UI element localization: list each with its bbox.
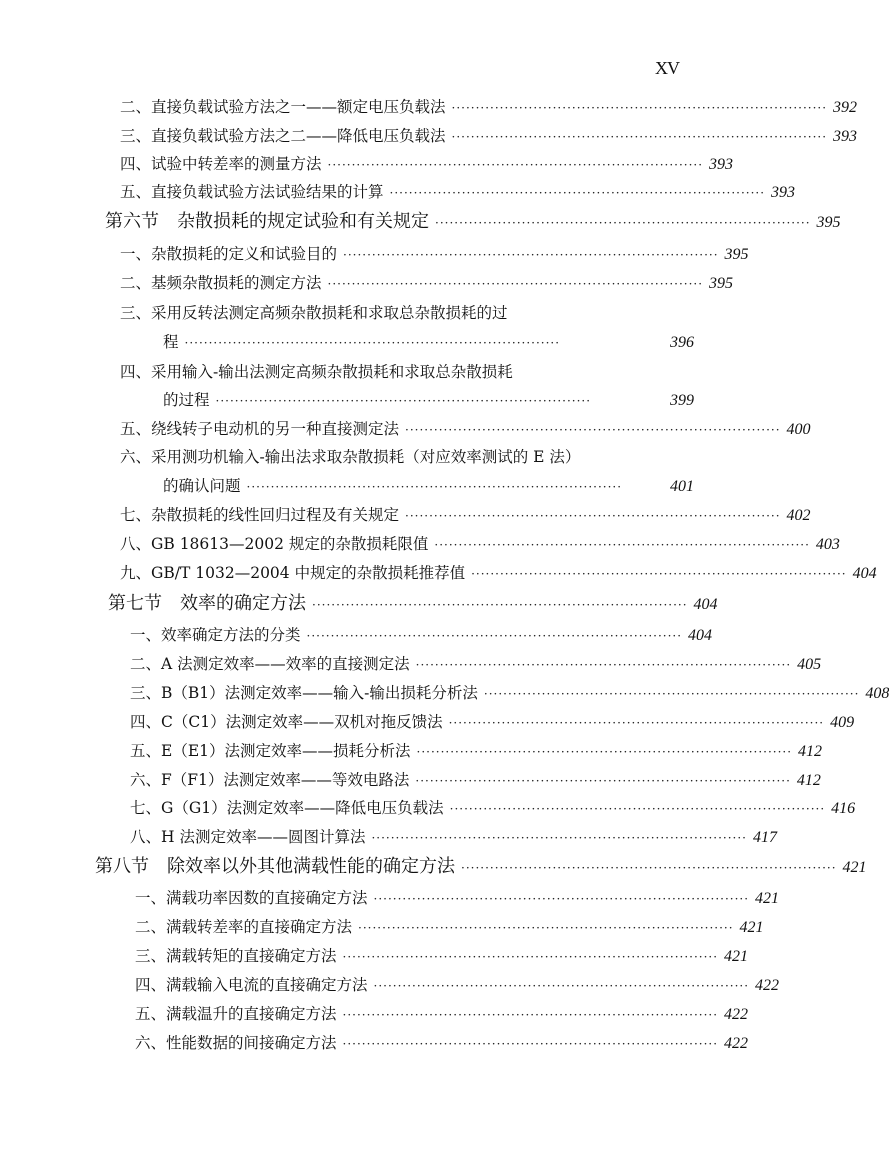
toc-entry[interactable] [130, 770, 821, 791]
toc-section-title: 第八节 除效率以外其他满载性能的确定方法 [95, 856, 455, 877]
toc-entry-page: 416 [831, 800, 856, 817]
toc-entry[interactable] [135, 1033, 749, 1054]
toc-entry-title: 三、满载转矩的直接确定方法 [135, 947, 337, 965]
toc-entry-page: 404 [852, 565, 877, 582]
toc-leader-dots: ·············································································· [184, 336, 561, 350]
toc-entry-page: 393 [709, 156, 734, 173]
toc-entry-page: 422 [755, 977, 780, 994]
toc-leader-dots: ·············································································· [415, 774, 791, 788]
toc-entry[interactable] [163, 476, 694, 497]
toc-leader-dots: ·············································································· [389, 186, 766, 200]
toc-section-title: 第七节 效率的确定方法 [108, 593, 306, 614]
toc-entry-first-line[interactable]: 六、采用测功机输入-输出法求取杂散损耗（对应效率测试的 E 法） [120, 448, 581, 466]
toc-section-entry[interactable] [95, 856, 867, 878]
toc-entry-title: 九、GB/T 1032—2004 中规定的杂散损耗推荐值 [120, 564, 466, 582]
toc-leader-dots: ·············································································· [405, 509, 781, 523]
toc-leader-dots: ·············································································· [342, 950, 719, 964]
toc-leader-dots: ·············································································· [246, 480, 623, 494]
toc-entry-title: 八、H 法测定效率——圆图计算法 [130, 828, 366, 846]
toc-entry-title: 五、满载温升的直接确定方法 [135, 1005, 337, 1023]
toc-entry-page: 421 [755, 890, 780, 907]
toc-entry-title: 的过程 [163, 391, 210, 409]
toc-entry-page: 392 [833, 99, 858, 116]
toc-leader-dots: ·············································································· [215, 394, 592, 408]
toc-section-title: 第六节 杂散损耗的规定试验和有关规定 [105, 211, 429, 232]
toc-entry[interactable] [163, 332, 694, 353]
toc-leader-dots: ·············································································· [306, 629, 683, 643]
toc-leader-dots: ·············································································· [451, 101, 828, 115]
toc-leader-dots: ·············································································· [451, 130, 828, 144]
toc-entry-title: 六、F（F1）法测定效率——等效电路法 [130, 771, 410, 789]
toc-entry[interactable] [130, 798, 856, 819]
toc-entry-title: 一、杂散损耗的定义和试验目的 [120, 245, 338, 263]
toc-entry[interactable] [135, 946, 749, 967]
toc-entry-title: 程 [163, 333, 179, 351]
toc-leader-dots: ·············································································· [342, 1037, 719, 1051]
toc-entry-page: 395 [816, 214, 841, 231]
toc-entry-title: 的确认问题 [163, 477, 241, 495]
toc-entry-title: 三、B（B1）法测定效率——输入-输出损耗分析法 [130, 684, 478, 702]
toc-entry-page: 393 [833, 128, 858, 145]
toc-entry-title: 八、GB 18613—2002 规定的杂散损耗限值 [120, 535, 429, 553]
toc-leader-dots: ·············································································· [415, 658, 792, 672]
toc-leader-dots: ·············································································· [471, 567, 847, 581]
toc-entry[interactable] [135, 917, 764, 938]
toc-entry[interactable] [120, 505, 811, 526]
toc-leader-dots: ·············································································· [448, 716, 825, 730]
toc-entry[interactable] [120, 182, 796, 203]
toc-leader-dots: ·············································································· [371, 831, 747, 845]
toc-entry-page: 396 [670, 334, 694, 351]
toc-entry[interactable] [130, 827, 777, 848]
toc-leader-dots: ·············································································· [435, 216, 811, 230]
toc-entry[interactable] [120, 534, 840, 555]
toc-entry[interactable] [135, 975, 780, 996]
toc-entry[interactable] [120, 273, 734, 294]
toc-entry-page: 399 [670, 392, 694, 409]
toc-leader-dots: ·············································································· [405, 423, 781, 437]
toc-leader-dots: ·············································································· [449, 802, 826, 816]
toc-entry-title: 二、基频杂散损耗的测定方法 [120, 274, 322, 292]
toc-entry[interactable] [163, 390, 694, 411]
toc-leader-dots: ·············································································· [312, 598, 688, 612]
toc-entry-page: 417 [752, 829, 777, 846]
toc-leader-dots: ·············································································· [434, 538, 810, 552]
toc-entry[interactable] [135, 1004, 749, 1025]
toc-entry-page: 422 [724, 1006, 749, 1023]
toc-entry-title: 五、绕线转子电动机的另一种直接测定法 [120, 420, 400, 438]
toc-entry[interactable] [130, 625, 713, 646]
toc-leader-dots: ·············································································· [416, 745, 793, 759]
toc-entry-page: 421 [724, 948, 749, 965]
toc-entry-title: 七、G（G1）法测定效率——降低电压负载法 [130, 799, 444, 817]
toc-leader-dots: ·············································································· [461, 861, 837, 875]
toc-entry-title: 六、性能数据的间接确定方法 [135, 1034, 337, 1052]
toc-entry-title: 七、杂散损耗的线性回归过程及有关规定 [120, 506, 400, 524]
toc-entry-page: 408 [865, 685, 889, 702]
toc-entry-page: 421 [842, 859, 867, 876]
toc-leader-dots: ·············································································· [327, 158, 704, 172]
toc-entry[interactable] [120, 244, 749, 265]
toc-entry-page: 422 [724, 1035, 749, 1052]
toc-entry-title: 四、试验中转差率的测量方法 [120, 155, 322, 173]
toc-entry-title: 四、C（C1）法测定效率——双机对拖反馈法 [130, 713, 443, 731]
toc-entry[interactable] [130, 741, 823, 762]
toc-entry-page: 400 [786, 421, 811, 438]
toc-entry[interactable] [130, 654, 822, 675]
toc-entry-title: 一、满载功率因数的直接确定方法 [135, 889, 368, 907]
toc-entry-title: 二、满载转差率的直接确定方法 [135, 918, 353, 936]
toc-leader-dots: ·············································································· [327, 277, 704, 291]
toc-entry[interactable] [135, 888, 780, 909]
toc-entry-title: 二、A 法测定效率——效率的直接测定法 [130, 655, 410, 673]
toc-leader-dots: ·············································································· [358, 921, 734, 935]
toc-leader-dots: ·············································································· [343, 248, 719, 262]
toc-entry-page: 409 [830, 714, 855, 731]
toc-entry-first-line[interactable]: 三、采用反转法测定高频杂散损耗和求取总杂散损耗的过 [120, 304, 508, 322]
toc-entry-page: 393 [771, 184, 796, 201]
toc-entry[interactable] [130, 712, 855, 733]
toc-leader-dots: ·············································································· [342, 1008, 719, 1022]
page-number: XV [655, 58, 679, 78]
toc-entry[interactable] [130, 683, 889, 704]
toc-entry-page: 395 [724, 246, 749, 263]
toc-entry-first-line[interactable]: 四、采用输入-输出法测定高频杂散损耗和求取总杂散损耗 [120, 363, 513, 381]
toc-entry-page: 412 [798, 743, 823, 760]
toc-leader-dots: ·············································································· [483, 687, 860, 701]
toc-entry-title: 五、E（E1）法测定效率——损耗分析法 [130, 742, 411, 760]
toc-leader-dots: ·············································································· [373, 979, 750, 993]
toc-entry-page: 395 [709, 275, 734, 292]
toc-entry-title: 二、直接负载试验方法之一——额定电压负载法 [120, 98, 446, 116]
toc-entry-title: 五、直接负载试验方法试验结果的计算 [120, 183, 384, 201]
toc-entry-page: 412 [796, 772, 821, 789]
toc-entry-page: 421 [739, 919, 764, 936]
toc-entry-page: 404 [688, 627, 713, 644]
toc-entry-page: 403 [815, 536, 840, 553]
toc-entry[interactable] [120, 97, 858, 118]
toc-entry[interactable] [120, 419, 811, 440]
toc-section-entry[interactable] [108, 593, 718, 615]
toc-section-entry[interactable] [105, 211, 841, 233]
toc-entry-page: 404 [693, 596, 718, 613]
toc-entry-title: 一、效率确定方法的分类 [130, 626, 301, 644]
toc-entry-page: 401 [670, 478, 694, 495]
toc-entry-page: 405 [797, 656, 822, 673]
toc-leader-dots: ·············································································· [373, 892, 750, 906]
toc-entry[interactable] [120, 126, 858, 147]
toc-entry-page: 402 [786, 507, 811, 524]
toc-entry-title: 三、直接负载试验方法之二——降低电压负载法 [120, 127, 446, 145]
toc-entry[interactable] [120, 154, 734, 175]
toc-entry[interactable] [120, 563, 877, 584]
toc-entry-title: 四、满载输入电流的直接确定方法 [135, 976, 368, 994]
